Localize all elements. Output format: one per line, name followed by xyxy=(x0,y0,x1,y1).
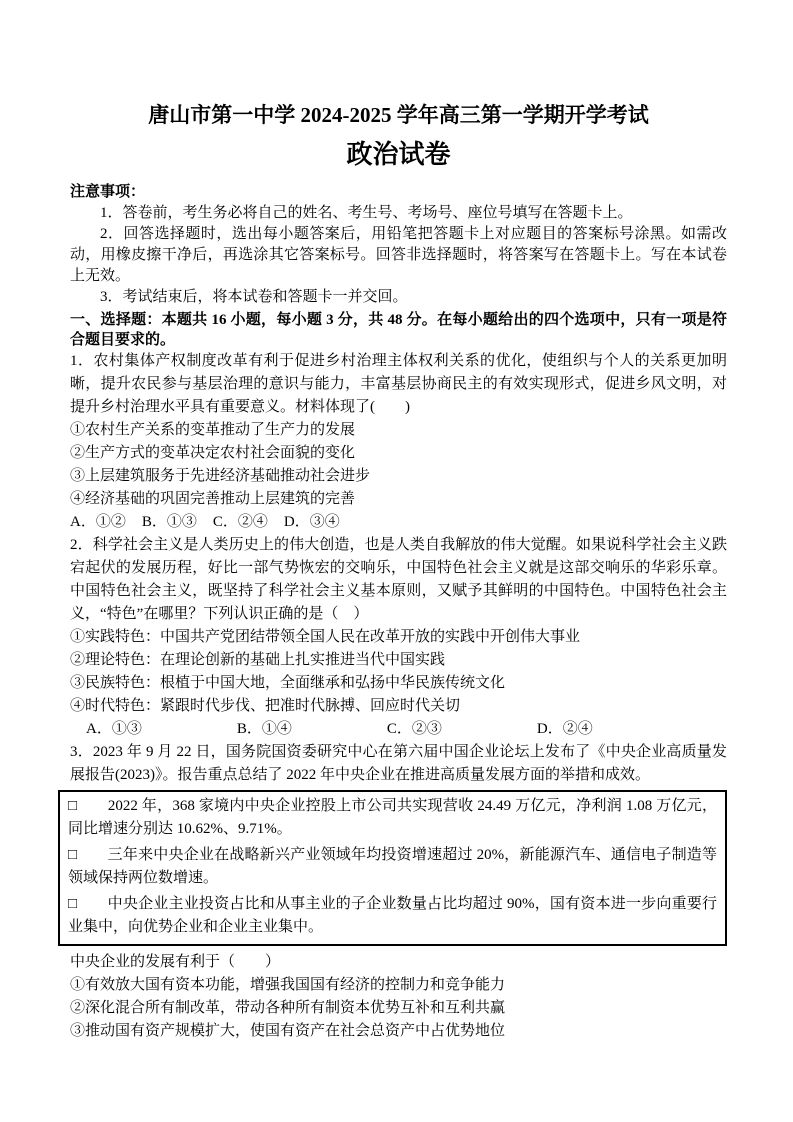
question-option: ③上层建筑服务于先进经济基础推动社会进步 xyxy=(70,468,371,484)
question-option: ④时代特色：紧跟时代步伐、把准时代脉搏、回应时代关切 xyxy=(70,698,461,714)
question-option: ②生产方式的变革决定农村社会面貌的变化 xyxy=(70,445,356,461)
question-option: ①有效放大国有资本功能，增强我国国有经济的控制力和竞争能力 xyxy=(70,977,506,993)
notices-list xyxy=(70,203,727,308)
question-3-prompt: 中央企业的发展有利于（ ） xyxy=(70,954,281,970)
choice-label: A．①② xyxy=(70,514,126,530)
question-option: ③民族特色：根植于中国大地，全面继承和弘扬中华民族传统文化 xyxy=(70,675,506,691)
notice-item: 2．回答选择题时，选出每小题答案后，用铅笔把答题卡上对应题目的答案标号涂黑。如需改动，用橡皮擦干净后，再选涂其它答案标号。回答非选择题时，将答案写在答题卡上。写在本试卷上无效。 xyxy=(70,226,727,284)
question-2-stem: 2．科学社会主义是人类历史上的伟大创造，也是人类自我解放的伟大觉醒。如果说科学社会主义跌宕起伏的发展历程，好比一部气势恢宏的交响乐，中国特色社会主义就是这部交响乐的华彩乐章。中国特色社会主义，既坚持了科学社会主义基本原则，又赋予其鲜明的中国特色。中国特色社会主义，“特色”在哪里？下列认识正确的是（ ） xyxy=(70,537,727,622)
question-2-options xyxy=(70,626,727,718)
question-option: ②理论特色：在理论创新的基础上扎实推进当代中国实践 xyxy=(70,652,446,668)
choice-label: B．①④ xyxy=(236,721,292,737)
question-2-choices xyxy=(70,718,727,741)
question-3 xyxy=(70,741,727,1043)
notice-item: 3．考试结束后，将本试卷和答题卡一并交回。 xyxy=(100,289,408,305)
question-2 xyxy=(70,534,727,741)
question-option: ①实践特色：中国共产党团结带领全国人民在改革开放的实践中开创伟大事业 xyxy=(70,629,581,645)
question-1-options xyxy=(70,419,727,511)
choice-label: C．②④ xyxy=(212,514,268,530)
question-3-stem: 3．2023 年 9 月 22 日，国务院国资委研究中心在第六届中国企业论坛上发布了《中央企业高质量发展报告(2023)》。报告重点总结了 2022 年中央企业在推进高质量发展方面的举措和成效。 xyxy=(70,744,727,783)
question-1-stem: 1．农村集体产权制度改革有利于促进乡村治理主体权利关系的优化，使组织与个人的关系更加明晰，提升农民参与基层治理的意识与能力，丰富基层协商民主的有效实现形式，促进乡风文明，对提升乡村治理水平具有重要意义。材料体现了( ) xyxy=(70,353,727,415)
question-3-info-box xyxy=(58,790,727,946)
section-one-heading: 一、选择题：本题共 16 小题，每小题 3 分，共 48 分。在每小题给出的四个选项中，只有一项是符合题目要求的。 xyxy=(70,312,727,348)
question-1 xyxy=(70,350,727,534)
info-box-item: □ 三年来中央企业在战略新兴产业领域年均投资增速超过 20%，新能源汽车、通信电子制造等领域保持两位数增速。 xyxy=(68,847,717,886)
question-option: ③推动国有资产规模扩大，使国有资产在社会总资产中占优势地位 xyxy=(70,1023,506,1039)
notices-section xyxy=(70,181,727,308)
exam-title: 唐山市第一中学 2024-2025 学年高三第一学期开学考试 xyxy=(148,103,649,127)
choice-label: D．③④ xyxy=(283,514,340,530)
choice-label: A．①③ xyxy=(86,721,142,737)
notice-item: 1．答卷前，考生务必将自己的姓名、考生号、考场号、座位号填写在答题卡上。 xyxy=(100,205,633,221)
notices-heading: 注意事项： xyxy=(70,184,146,200)
info-box-item: □ 中央企业主业投资占比和从事主业的子企业数量占比均超过 90%，国有资本进一步向重要行业集中，向优势企业和企业主业集中。 xyxy=(68,896,717,935)
question-option: ④经济基础的巩固完善推动上层建筑的完善 xyxy=(70,491,356,507)
question-1-choices xyxy=(70,511,727,534)
choice-label: B．①③ xyxy=(141,514,197,530)
choice-label: D．②④ xyxy=(536,721,593,737)
question-option: ②深化混合所有制改革，带动各种所有制资本优势互补和互利共赢 xyxy=(70,1000,506,1016)
question-option: ①农村生产关系的变革推动了生产力的发展 xyxy=(70,422,356,438)
exam-subject-title: 政治试卷 xyxy=(346,140,451,169)
info-box-item: □ 2022 年，368 家境内中央企业控股上市公司共实现营收 24.49 万亿元，净利润 1.08 万亿元，同比增速分别达 10.62%、9.71%。 xyxy=(68,798,717,837)
choice-label: C．②③ xyxy=(386,721,442,737)
question-3-options xyxy=(70,974,727,1043)
